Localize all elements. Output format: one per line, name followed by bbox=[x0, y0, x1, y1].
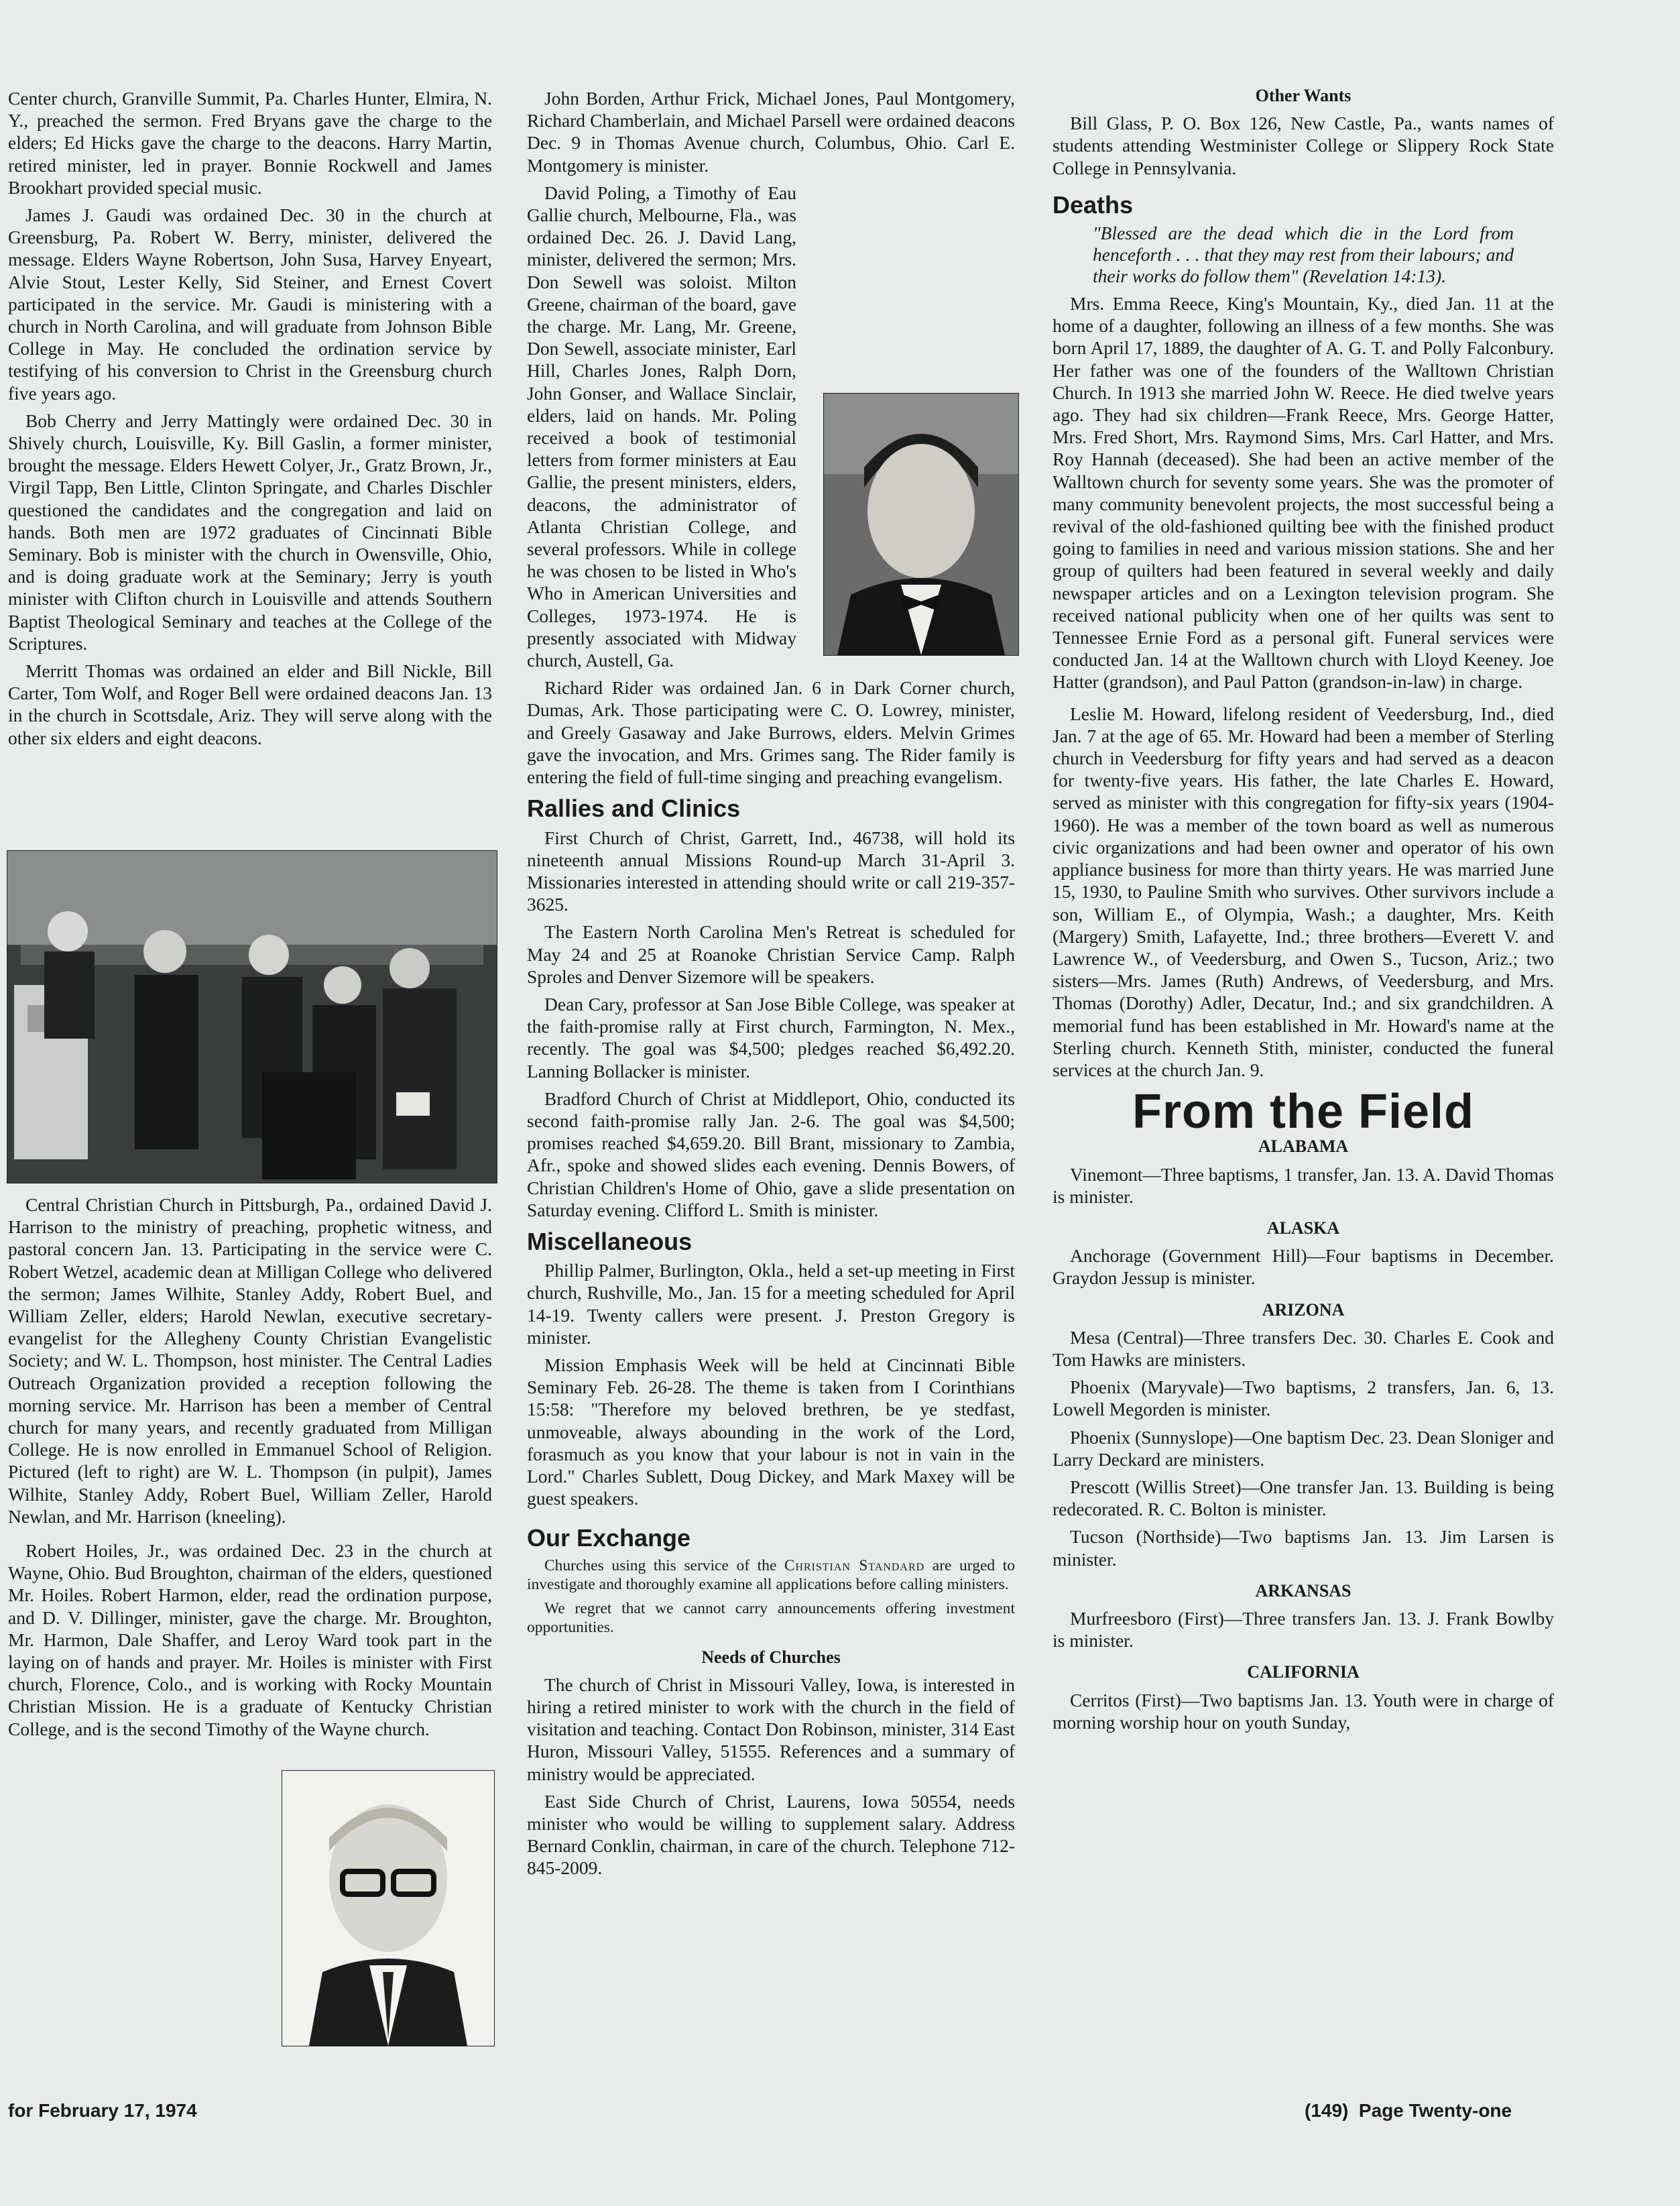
article-paragraph: Richard Rider was ordained Jan. 6 in Dark Corner church, Dumas, Ark. Those participating were C. O. Lowrey, minister, and Greely Gasaway and Jake Burrows, elders. Melvin Grimes gave the invocation, and Mrs. Grimes sang. The Rider family is entering the field of full-time singing and preaching evangelism. bbox=[527, 677, 1015, 788]
column-middle bbox=[527, 87, 1015, 1885]
field-report: Phoenix (Sunnyslope)—One baptism Dec. 23. Dean Sloniger and Larry Deckard are ministers. bbox=[1053, 1426, 1554, 1470]
article-paragraph: Center church, Granville Summit, Pa. Charles Hunter, Elmira, N. Y., preached the sermon. Fred Bryans gave the charge to the elders; Ed Hicks gave the charge to the deacons. Harry Martin, retired minister, led in prayer. Bonnie Rockwell and James Brookhart provided special music. bbox=[8, 88, 492, 198]
article-paragraph: David Poling, a Timothy of Eau Gallie church, Melbourne, Fla., was ordained Dec. 26. J. David Lang, minister, delivered the sermon; Mrs. Don Sewell was soloist. Milton Greene, chairman of the board, gave the charge. Mr. Lang, Mr. Greene, Don Sewell, associate minister, Earl Hill, Charles Jones, Ralph Dorn, John Gonser, and Wallace Sinclair, elders, laid on hands. Mr. Poling received a book of testimonial letters from former ministers at Eau Gallie, the present ministers, elders, deacons, the administrator of Atlanta Christian College, and several professors. While in college he was chosen to be listed in Who's Who in American Universities and Colleges, 1973-1974. He is presently associated with Midway church, Austell, Ga. bbox=[527, 182, 796, 671]
article-paragraph: Bob Cherry and Jerry Mattingly were ordained Dec. 30 in Shively church, Louisville, Ky. Bill Gaslin, a former minister, brought the message. Elders Hewett Colyer, Jr., Gratz Brown, Jr., Virgil Tapp, Ben Little, Clinton Springate, and Charles Dischler questioned the candidates and the congregation and laid on hands. Both men are 1972 graduates of Cincinnati Bible Seminary. Bob is minister with the church in Owensville, Ohio, and is doing graduate work at the Seminary; Jerry is youth minister with Clifton church in Louisville and attends Southern Baptist Theological Seminary and teaches at the College of the Scriptures. bbox=[8, 410, 492, 654]
field-report: Prescott (Willis Street)—One transfer Jan. 13. Building is being redecorated. R. C. Bolton is minister. bbox=[1053, 1476, 1554, 1520]
column-left-lower bbox=[8, 1194, 492, 1747]
article-paragraph: Merritt Thomas was ordained an elder and Bill Nickle, Bill Carter, Tom Wolf, and Roger Bell were ordained deacons Jan. 13 in the church in Scottsdale, Ariz. They will serve along with the other six elders and eight deacons. bbox=[8, 660, 492, 748]
footer-page-number: (149) Page Twenty-one bbox=[1305, 2100, 1512, 2121]
obituary-paragraph: Leslie M. Howard, lifelong resident of Veedersburg, Ind., died Jan. 7 at the age of 65. Mr. Howard had been a member of Sterling church in Veedersburg for fifty years and had served as a deacon for twenty-five years. His father, the late Charles E. Howard, served as minister with this congregation for fifty-six years (1904-1960). He was a member of the town board as well as numerous civic organizations and had been owner and operator of his own appliance business for more than thirty years. He was married June 15, 1930, to Pauline Smith who survives. Other survivors include a son, William E., of Olympia, Wash.; a daughter, Mrs. Keith (Margery) Smith, Lafayette, Ind.; three brothers—Everett V. and Lawrence W., of Veedersburg, and Owen S., Tucson, Ariz.; two sisters—Mrs. James (Ruth) Andrews, of Veedersburg, and Mrs. Thomas (Dorothy) Adler, Decatur, Ind.; and six grandchildren. A memorial fund has been established in Mr. Howard's name at the Sterling church. Kenneth Stith, minister, conducted the funeral services at the church Jan. 9. bbox=[1053, 703, 1554, 1080]
section-heading-exchange: Our Exchange bbox=[527, 1524, 691, 1552]
scripture-quote: "Blessed are the dead which die in the Lord from henceforth . . . that they may rest from their labours; and their works do follow them" (Revelation 14:13). bbox=[1093, 223, 1514, 287]
portrait-photo-poling bbox=[823, 393, 1019, 656]
field-report: Anchorage (Government Hill)—Four baptisms in December. Graydon Jessup is minister. bbox=[1053, 1245, 1554, 1289]
state-heading: ALABAMA bbox=[1258, 1137, 1349, 1157]
field-report: Cerritos (First)—Two baptisms Jan. 13. Youth were in charge of morning worship hour on youth Sunday, bbox=[1053, 1689, 1554, 1733]
article-paragraph: Phillip Palmer, Burlington, Okla., held a set-up meeting in First church, Rushville, Mo., Jan. 15 for a meeting scheduled for April 14-19. Twenty callers were present. J. Preston Gregory is minister. bbox=[527, 1260, 1015, 1348]
section-heading-deaths: Deaths bbox=[1053, 190, 1134, 219]
article-paragraph: Mission Emphasis Week will be held at Cincinnati Bible Seminary Feb. 26-28. The theme is taken from I Corinthians 15:58: "Therefore my beloved brethren, be ye stedfast, unmoveable, always abounding in the work of the Lord, forasmuch as you know that your labour is not in vain in the Lord." Charles Sublett, Doug Dickey, and Mark Maxey will be guest speakers. bbox=[527, 1354, 1015, 1509]
field-report: Phoenix (Maryvale)—Two baptisms, 2 transfers, Jan. 6, 13. Lowell Megorden is minister. bbox=[1053, 1377, 1554, 1420]
article-paragraph: Central Christian Church in Pittsburgh, Pa., ordained David J. Harrison to the ministry of preaching, prophetic witness, and pastoral concern Jan. 13. Participating in the service were C. Robert Wetzel, academic dean at Milligan College who delivered the sermon; James Wilhite, Stanley Addy, Robert Buel, and William Zeller, elders; Harold Newlan, executive secretary-evangelist for the Allegheny County Christian Evangelistic Society; and W. L. Thompson, host minister. The Central Ladies Outreach Organization provided a reception following the morning service. Mr. Harrison has been a member of Central church for many years, and recently graduated from Milligan College. He is now enrolled in Emmanuel School of Religion. Pictured (left to right) are W. L. Thompson (in pulpit), James Wilhite, Stanley Addy, Robert Buel, William Zeller, Harold Newlan, and Mr. Harrison (kneeling). bbox=[8, 1194, 492, 1527]
article-paragraph: Bradford Church of Christ at Middleport, Ohio, conducted its second faith-promise rally Jan. 2-6. The goal was $4,500; promises reached $4,659.20. Bill Brant, missionary to Zambia, Afr., spoke and showed slides each evening. Dennis Bowers, of Christian Children's Home of Ohio, gave a slide presentation on Saturday evening. Clifford L. Smith is minister. bbox=[527, 1088, 1015, 1220]
subheading-other-wants: Other Wants bbox=[1255, 86, 1352, 105]
article-paragraph: East Side Church of Christ, Laurens, Iowa 50554, needs minister who would be willing to supplement salary. Address Bernard Conklin, chairman, in care of the church. Telephone 712-845-2009. bbox=[527, 1790, 1015, 1879]
state-heading: ARIZONA bbox=[1262, 1299, 1345, 1320]
article-paragraph: Robert Hoiles, Jr., was ordained Dec. 23 in the church at Wayne, Ohio. Bud Broughton, chairman of the elders, questioned Mr. Hoiles. Robert Harmon, elder, read the ordination purpose, and D. V. Dillinger, minister, gave the charge. Mr. Broughton, Mr. Harmon, Dale Shaffer, and Leroy Ward took part in the laying on of hands and prayer. Mr. Hoiles is minister with First church, Florence, Colo., and is working with Rocky Mountain Christian Mission. He is a graduate of Kentucky Christian College, and is the second Timothy of the Wayne church. bbox=[8, 1540, 492, 1739]
article-paragraph: The church of Christ in Missouri Valley, Iowa, is interested in hiring a retired minister to work with the church in the field of visitation and teaching. Contact Don Robinson, minister, 314 East Huron, Missouri Valley, 51555. References and a summary of ministry would be appreciated. bbox=[527, 1674, 1015, 1784]
portrait-photo-hoiles bbox=[282, 1770, 495, 2046]
exchange-note: Churches using this service of the Christian Standard are urged to investigate and thoroughly examine all applications before calling ministers. bbox=[527, 1556, 1015, 1593]
state-heading: ALASKA bbox=[1266, 1218, 1340, 1238]
section-title-from-the-field: From the Field bbox=[1132, 1085, 1475, 1139]
field-report: Vinemont—Three baptisms, 1 transfer, Jan. 13. A. David Thomas is minister. bbox=[1053, 1163, 1554, 1207]
column-left bbox=[8, 87, 492, 754]
article-paragraph: Dean Cary, professor at San Jose Bible College, was speaker at the faith-promise rally at First church, Farmington, N. Mex., recently. The goal was $4,500; pledges reached $6,492.20. Lanning Bollacker is minister. bbox=[527, 993, 1015, 1082]
footer-date: for February 17, 1974 bbox=[8, 2100, 197, 2121]
article-paragraph: James J. Gaudi was ordained Dec. 30 in the church at Greensburg, Pa. Robert W. Berry, minister, delivered the message. Elders Wayne Robertson, John Susa, Harvey Enyeart, Alvie Stout, Lester Kelly, Sid Steiner, and Ernest Covert participated in the service. Mr. Gaudi is ministering with a church in North Carolina, and will graduate from Johnson Bible College in May. He concluded the ordination service by testifying of his conversion to Christ in the Greensburg church five years ago. bbox=[8, 205, 492, 404]
subheading-needs: Needs of Churches bbox=[701, 1647, 841, 1667]
field-report: Tucson (Northside)—Two baptisms Jan. 13. Jim Larsen is minister. bbox=[1053, 1526, 1554, 1570]
state-heading: CALIFORNIA bbox=[1247, 1662, 1360, 1682]
ordination-group-photo bbox=[7, 850, 497, 1183]
column-right bbox=[1053, 87, 1554, 1739]
field-report: Murfreesboro (First)—Three transfers Jan. 13. J. Frank Bowlby is minister. bbox=[1053, 1607, 1554, 1651]
state-heading: ARKANSAS bbox=[1255, 1580, 1352, 1601]
section-heading-rallies: Rallies and Clinics bbox=[527, 795, 741, 823]
article-paragraph: First Church of Christ, Garrett, Ind., 46738, will hold its nineteenth annual Missions Round-up March 31-April 3. Missionaries interested in attending should write or call 219-357-3625. bbox=[527, 827, 1015, 915]
section-heading-miscellaneous: Miscellaneous bbox=[527, 1227, 693, 1255]
article-paragraph: Bill Glass, P. O. Box 126, New Castle, Pa., wants names of students attending Westminister College or Slippery Rock State College in Pennsylvania. bbox=[1053, 113, 1554, 178]
obituary-paragraph: Mrs. Emma Reece, King's Mountain, Ky., died Jan. 11 at the home of a daughter, following an illness of a few months. She was born April 17, 1889, the daughter of A. G. T. and Polly Falconbury. Her father was one of the founders of the Walltown Christian Church. In 1913 she married John W. Reece. He died twelve years ago. They had six children—Frank Reece, Mrs. George Hatter, Mrs. Fred Short, Mrs. Raymond Sims, Mrs. Carl Hatter, and Mrs. Roy Hannah (deceased). She had been an active member of the Walltown church for seventy some years. She was the promoter of many community benevolent projects, the most successful being a revival of the old-fashioned quilting bee with the finished product going to families in need and various mission stations. She and her group of quilters had been featured in several weekly and daily newspaper articles and on a Lexington television program. She received national publicity when one of her quilts was sent to Tennessee Ernie Ford as a personal gift. Funeral services were conducted Jan. 14 at the Walltown church with Lloyd Keeney. Joe Hatter (grandson), and Paul Patton (grandson-in-law) in charge. bbox=[1053, 293, 1554, 693]
field-report: Mesa (Central)—Three transfers Dec. 30. Charles E. Cook and Tom Hawks are ministers. bbox=[1053, 1326, 1554, 1370]
article-paragraph: John Borden, Arthur Frick, Michael Jones, Paul Montgomery, Richard Chamberlain, and Michael Parsell were ordained deacons Dec. 9 in Thomas Avenue church, Columbus, Ohio. Carl E. Montgomery is minister. bbox=[527, 88, 1015, 176]
exchange-note: We regret that we cannot carry announcements offering investment opportunities. bbox=[527, 1599, 1015, 1636]
article-paragraph: The Eastern North Carolina Men's Retreat is scheduled for May 24 and 25 at Roanoke Christian Service Camp. Ralph Sproles and Denver Sizemore will be speakers. bbox=[527, 921, 1015, 987]
